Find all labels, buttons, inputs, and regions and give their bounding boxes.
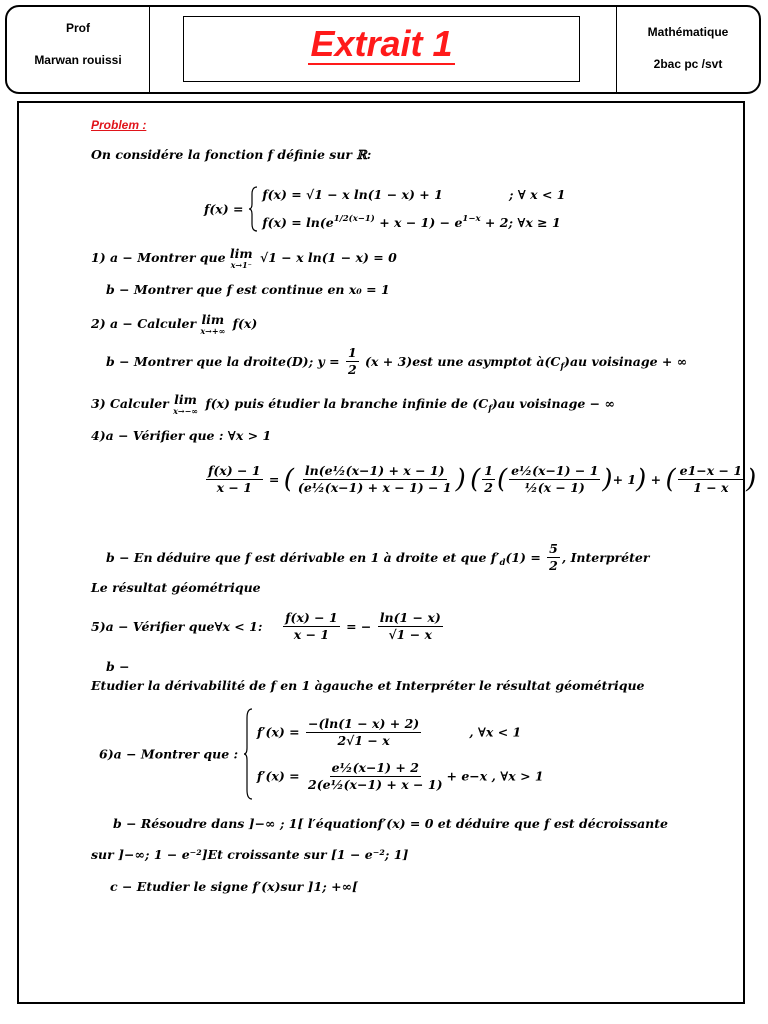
question-2b: b − Montrer que la droite(D); y = $\frac{1}{2}$ (x + 3)est une asymptot $à(C_f)au$ voisinage + ∞: [106, 345, 688, 377]
derivative-case-1: f′(x) = $\frac{-(\ln(1 - x) + 2)}{2√1 - x}$ , ∀x < 1: [256, 715, 522, 748]
piecewise-cases: [262, 183, 565, 235]
author-cell: [7, 7, 150, 92]
question-1b: b − Montrer que f est continue en x₀ = 1: [106, 282, 390, 297]
question-6a: 6)a − Montrer que : f′(x) = $\frac{-(\ln(1 - x) + 2)}{2√1 - x}$ , ∀x < 1 f′(x) = $\frac{\text{e½(x−1) + 2}}{\text{2(e½(x−1) + x − 1)}}$ + e−x , ∀x > 1: [99, 708, 544, 800]
question-6b-line2: sur ]−∞; 1 − e⁻²]Et croissante sur [1 − e⁻²; 1]: [91, 847, 409, 862]
derivative-cases: [257, 710, 544, 799]
problem-label: Problem :: [91, 118, 147, 132]
page-title: Extrait 1: [310, 23, 453, 64]
intro-text: On considére la fonction f définie sur ℝ:: [91, 147, 372, 162]
case-2: $f(x) = \ln(e^{1/2(x-1)} + x - 1) - e^{1-x} + 2$; ∀x ≥ 1: [262, 214, 561, 230]
question-4b-line2: Le résultat géométrique: [91, 580, 261, 595]
question-4b: b − En déduire que f est dérivable en 1 à droite et que $f'_d(1)$ = $\frac{5}{2}$ , Interpréter: [106, 541, 650, 573]
question-2a: 2) a − Calculer lim x→+∞ f(x): [91, 312, 258, 336]
brace-icon: [243, 708, 253, 800]
case-1: f(x) = √1 − x ln(1 − x) + 1 ; ∀ x < 1: [262, 187, 566, 202]
function-definition: [204, 183, 565, 235]
question-1a: 1) a − Montrer que lim x→1⁻ √1 − x ln(1 − x) = 0: [91, 246, 397, 270]
header-box: [5, 5, 761, 94]
class-level: 2bac pc /svt: [653, 57, 723, 71]
question-6b: b − Résoudre dans ]−∞ ; 1[ l′équationf′(x) = 0 et déduire que f est décroissante: [113, 816, 668, 831]
author-name: Marwan rouissi: [34, 53, 122, 67]
title-box: [183, 16, 580, 82]
derivative-case-2: f′(x) = $\frac{\text{e½(x−1) + 2}}{\text{2(e½(x−1) + x − 1)}}$ + e−x , ∀x > 1: [256, 760, 544, 792]
subject-cell: [616, 7, 759, 92]
question-5b-label: b −: [106, 659, 130, 674]
f-name: f(x) =: [204, 201, 244, 217]
question-4a: 4)a − Vérifier que : ∀x > 1: [91, 428, 272, 443]
author-title: Prof: [66, 21, 90, 35]
question-3: 3) Calculer lim x→−∞ f(x) puis étudier la branche infinie de $(C_f)au$ voisinage − ∞: [91, 392, 615, 416]
question-5a: 5)a − Vérifier que∀x < 1: $\frac{f(x) - 1}{x - 1}$ = − $\frac{\ln(1 - x)}{√1 - x}$: [91, 610, 441, 642]
question-6c: c − Etudier le signe f′(x)sur ]1; +∞[: [110, 879, 358, 894]
question-4a-identity: $\frac{f(x) - 1}{x - 1}$ = ( $\frac{\text{ln(e½(x−1) + x − 1)}}{\text{(e½(x−1) + x − 1) − 1}}$ ) ( $\frac{1}{2}$ ( $\frac{\text{e½(x−1) − 1}}{\text{½(x − 1)}}$ )+ 1) + ( $\frac{e1-x - 1}{1 - x}$ ): [208, 463, 757, 495]
question-5b: Etudier la dérivabilité de f en 1 àgauche et Interpréter le résultat géométrique: [91, 678, 645, 693]
brace-icon: [248, 186, 258, 232]
subject-name: Mathématique: [647, 25, 729, 39]
